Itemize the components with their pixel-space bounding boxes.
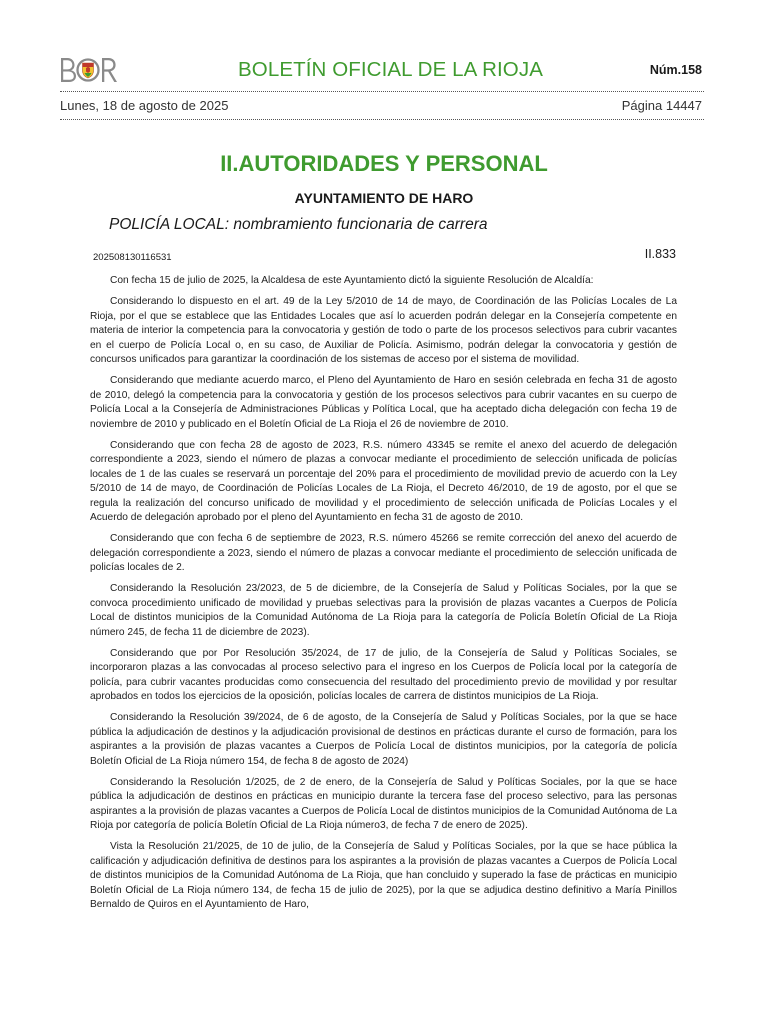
body-paragraph: Considerando la Resolución 39/2024, de 6 de agosto, de la Consejería de Salud y Políticas Sociales, por la que se hace pública la adjudicación de destinos y la adjudicación provisional de destinos en prácticas durante el curso de formación, para los aspirantes a la provisión de plazas vacantes a Cuerpos de Policía Local de distintos municipios, por la categoría de policía Boletín Oficial de La Rioja número 154, de fecha 8 de agosto de 2024)	[90, 712, 677, 767]
header-divider-bottom	[60, 119, 704, 120]
body-paragraph: Considerando que con fecha 28 de agosto de 2023, R.S. número 43345 se remite el anexo del acuerdo de delegación correspondiente a 2023, siendo el número de plazas a convocar mediante el procedimiento de selección unificada de policías locales de 1 de las cuales se reservará un porcentaje del 20% para el procedimiento de movilidad previo de acuerdo con la Ley 5/2010 de 14 de mayo, de Coordinación de Policías Locales de La Rioja, el Decreto 46/2010, de 19 de agosto, por el que se regula la realización del concurso unificado de movilidad y el procedimiento de selección unificada de Policías Locales y el Acuerdo de delegación aprobado por el pleno del Ayuntamiento en fecha 31 de agosto de 2010.	[90, 439, 677, 523]
publication-date: Lunes, 18 de agosto de 2025	[60, 98, 229, 113]
publication-title: BOLETÍN OFICIAL DE LA RIOJA	[238, 58, 543, 81]
announcement-body	[90, 274, 677, 919]
body-paragraph: Considerando que por Por Resolución 35/2024, de 17 de julio, de la Consejería de Salud y Políticas Sociales, se incorporaron plazas a las convocadas al proceso selectivo para el ingreso en los Cuerpos de Policía local por la categoría de policía, para cubrir vacantes producidas como consecuencia del resultado del procedimiento previo de movilidad y por resultar aprobados en todos los ejercicios de la oposición, policías locales de carrera de distintos municipios de La Rioja.	[90, 647, 677, 702]
body-paragraph: Considerando la Resolución 23/2023, de 5 de diciembre, de la Consejería de Salud y Políticas Sociales, por la que se convoca procedimiento unificado de movilidad y pruebas selectivas para la provisión de plazas vacantes a Cuerpos de Policía Local de distintos municipios de la Comunidad Autónoma de La Rioja para la categoría de Policía Boletín Oficial de La Rioja número 245, de fecha 11 de diciembre de 2023).	[90, 583, 677, 638]
body-paragraph: Considerando la Resolución 1/2025, de 2 de enero, de la Consejería de Salud y Políticas Sociales, por la que se hace pública la adjudicación de destinos en prácticas en municipio durante la tercera fase del proceso selectivo, para las personas aspirantes a la provisión de plazas vacantes a Cuerpos de Policía Local de distintos municipios de la Comunidad Autónoma de La Rioja por categoría de policía Boletín Oficial de La Rioja número3, de fecha 7 de enero de 2025).	[90, 776, 677, 831]
body-paragraph: Con fecha 15 de julio de 2025, la Alcaldesa de este Ayuntamiento dictó la siguiente Resolución de Alcaldía:	[110, 275, 594, 286]
bor-logo-icon	[58, 52, 122, 88]
issue-number: Núm.158	[649, 63, 702, 77]
organization-name: AYUNTAMIENTO DE HARO	[294, 190, 474, 206]
body-paragraph: Considerando que mediante acuerdo marco, el Pleno del Ayuntamiento de Haro en sesión celebrada en fecha 31 de agosto de 2010, delegó la competencia para la convocatoria y gestión de los procesos selectivos para cubrir vacantes en su cuerpo de Policía Local a la Consejería de Administraciones Públicas y Política Local, que ha aceptado dicha delegación con fecha 19 de noviembre de 2010 y publicado en el Boletín Oficial de La Rioja el 26 de noviembre de 2010.	[90, 375, 677, 430]
section-title: II.AUTORIDADES Y PERSONAL	[220, 151, 548, 176]
body-paragraph: Vista la Resolución 21/2025, de 10 de julio, de la Consejería de Salud y Políticas Sociales, por la que se hace pública la calificación y adjudicación definitiva de destinos para los aspirantes a la provisión de plazas vacantes a Cuerpos de Policía Local de distintos municipios de la Comunidad Autónoma de La Rioja, que han concluido y superado la fase de prácticas en municipio Boletín Oficial de La Rioja número 134, de fecha 15 de julio de 2025), por la que se adjudica destino definitivo a María Pinillos Bernaldo de Quiros en el Ayuntamiento de Haro,	[90, 841, 677, 910]
announcement-code: 202508130116531	[93, 252, 172, 263]
body-paragraph: Considerando lo dispuesto en el art. 49 de la Ley 5/2010 de 14 de mayo, de Coordinación de las Policías Locales de La Rioja, por el que se establece que las Entidades Locales que así lo acuerden podrán delegar en la Consejería competente en materia de interior la competencia para la convocatoria y gestión de todo o parte de los procesos selectivos para cubrir vacantes en el cuerpo de Policía Local o, en su caso, de Auxiliar de Policía. Asimismo, podrán delegar la convocatoria y gestión de concursos unificados para garantizar la coordinación de los sistemas de acceso por el sistema de movilidad.	[90, 296, 677, 365]
bor-logo	[58, 52, 122, 88]
announcement-reference: II.833	[644, 247, 676, 261]
body-paragraph: Considerando que con fecha 6 de septiembre de 2023, R.S. número 45266 se remite corrección del anexo del acuerdo de delegación correspondiente a 2023, siendo el número de plazas a convocar mediante el procedimiento de selección unificada de policías locales de 2.	[90, 533, 677, 573]
announcement-subject: POLICÍA LOCAL: nombramiento funcionaria de carrera	[109, 216, 488, 233]
header-divider-top	[60, 91, 704, 92]
page-number: Página 14447	[621, 98, 702, 113]
